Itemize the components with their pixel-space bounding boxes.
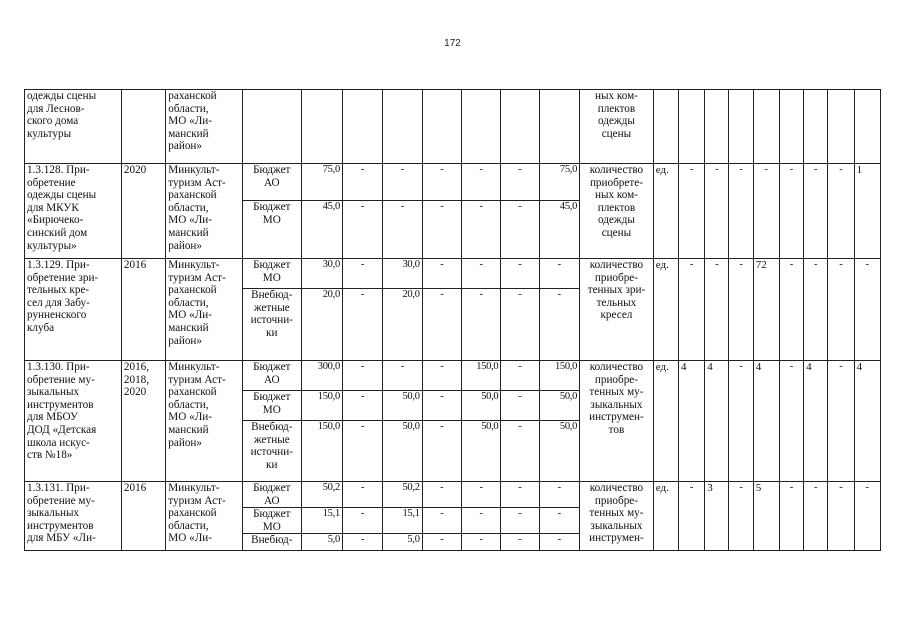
funding-source-cell: Бюджет МО [243,508,302,534]
year-amount-cell: - [462,164,501,201]
indicator-cell: количество приобрете- ных ком- плектов одежды сцены [580,164,654,259]
target-value-cell: - [729,164,753,259]
target-value-cell: - [729,361,753,482]
year-amount-cell: - [342,289,382,361]
unit-cell [653,90,678,164]
funding-source-cell: Внебюд- жетные источни- ки [243,289,302,361]
target-value-cell: - [753,164,779,259]
year-amount-cell: - [342,421,382,482]
total-amount-cell: 50,2 [301,482,342,508]
total-amount-cell: 15,1 [301,508,342,534]
total-amount-cell [301,90,342,164]
item-name-cell: 1.3.130. При- обретение му- зыкальных инструментов для МБОУ ДОД «Детская школа искус- ств №18» [25,361,122,482]
target-value-cell: 4 [679,361,705,482]
table-row [25,361,881,391]
target-value-cell: - [779,259,803,361]
executor-cell: Минкульт- туризм Аст- раханской области, МО «Ли- манский район» [166,259,243,361]
year-amount-cell [462,90,501,164]
executor-cell: Минкульт- туризм Аст- раханской области, МО «Ли- манский район» [166,361,243,482]
year-amount-cell: 50,0 [383,391,422,421]
executor-cell: раханской области, МО «Ли- манский район» [166,90,243,164]
year-amount-cell: 5,0 [383,534,422,551]
year-amount-cell: - [462,534,501,551]
unit-cell: ед. [653,482,678,551]
page-number: 172 [444,38,461,49]
year-amount-cell: - [501,421,539,482]
year-amount-cell: - [422,361,461,391]
year-amount-cell: - [422,164,461,201]
year-cell: 2016, 2018, 2020 [121,361,165,482]
year-amount-cell: 50,0 [383,421,422,482]
target-value-cell [729,90,753,164]
funding-source-cell: Бюджет АО [243,361,302,391]
target-value-cell: - [705,164,729,259]
indicator-cell: количество приобре- тенных му- зыкальных инструмен- [580,482,654,551]
year-amount-cell: - [422,482,461,508]
funding-source-cell: Бюджет АО [243,482,302,508]
target-value-cell: - [779,361,803,482]
target-value-cell [854,90,880,164]
total-amount-cell: 5,0 [301,534,342,551]
target-value-cell: - [804,482,828,551]
target-value-cell [804,90,828,164]
target-value-cell [705,90,729,164]
target-value-cell [753,90,779,164]
year-amount-cell: - [462,259,501,289]
target-value-cell: - [779,482,803,551]
year-amount-cell: - [501,482,539,508]
item-name-cell: 1.3.129. При- обретение зри- тельных кре- сел для Забу- рунненского клуба [25,259,122,361]
target-value-cell: 72 [753,259,779,361]
item-name-cell: одежды сцены для Леснов- ского дома культуры [25,90,122,164]
year-amount-cell: - [539,508,579,534]
year-amount-cell: - [342,391,382,421]
year-amount-cell: - [422,421,461,482]
funding-source-cell: Внебюд- жетные источни- ки [243,421,302,482]
funding-source-cell [243,90,302,164]
target-value-cell: 4 [753,361,779,482]
total-amount-cell: 45,0 [301,201,342,259]
year-amount-cell: - [342,361,382,391]
year-amount-cell: 50,0 [539,391,579,421]
year-amount-cell: - [501,391,539,421]
year-amount-cell: - [422,259,461,289]
year-amount-cell: 50,2 [383,482,422,508]
year-amount-cell: - [383,164,422,201]
year-amount-cell [342,90,382,164]
item-name-cell: 1.3.128. При- обретение одежды сцены для МКУК «Бирючеко- синский дом культуры» [25,164,122,259]
year-amount-cell: - [501,534,539,551]
year-amount-cell: 150,0 [539,361,579,391]
year-amount-cell: - [501,259,539,289]
year-amount-cell: - [383,201,422,259]
target-value-cell: 4 [804,361,828,482]
year-amount-cell: - [539,259,579,289]
year-amount-cell [383,90,422,164]
indicator-cell: количество приобре- тенных зри- тельных кресел [580,259,654,361]
unit-cell: ед. [653,164,678,259]
year-amount-cell: - [501,361,539,391]
total-amount-cell: 150,0 [301,391,342,421]
target-value-cell: - [729,482,753,551]
item-name-cell: 1.3.131. При- обретение му- зыкальных инструментов для МБУ «Ли- [25,482,122,551]
year-amount-cell: - [539,289,579,361]
table-row [25,259,881,289]
unit-cell: ед. [653,259,678,361]
year-amount-cell: 50,0 [462,391,501,421]
target-value-cell: - [804,259,828,361]
target-value-cell: - [804,164,828,259]
year-amount-cell: - [462,482,501,508]
target-value-cell: - [679,482,705,551]
target-value-cell: 1 [854,164,880,259]
year-cell: 2020 [121,164,165,259]
target-value-cell: - [779,164,803,259]
target-value-cell: - [729,259,753,361]
indicator-cell: количество приобре- тенных му- зыкальных инструмен- тов [580,361,654,482]
year-amount-cell: - [383,361,422,391]
year-amount-cell: - [422,508,461,534]
year-amount-cell: - [539,482,579,508]
table-row [25,482,881,508]
target-value-cell: - [705,259,729,361]
year-amount-cell: - [501,289,539,361]
year-amount-cell: - [422,201,461,259]
total-amount-cell: 30,0 [301,259,342,289]
funding-source-cell: Внебюд- [243,534,302,551]
year-amount-cell: - [422,289,461,361]
year-amount-cell: - [342,534,382,551]
target-value-cell [828,90,854,164]
year-amount-cell: 50,0 [539,421,579,482]
unit-cell: ед. [653,361,678,482]
target-value-cell: - [828,259,854,361]
year-amount-cell: - [462,289,501,361]
target-value-cell: 5 [753,482,779,551]
year-amount-cell [501,90,539,164]
year-amount-cell: 50,0 [462,421,501,482]
target-value-cell: - [828,164,854,259]
year-amount-cell: - [342,508,382,534]
year-amount-cell [422,90,461,164]
target-value-cell [779,90,803,164]
year-amount-cell: - [342,482,382,508]
year-amount-cell: - [501,201,539,259]
executor-cell: Минкульт- туризм Аст- раханской области, МО «Ли- [166,482,243,551]
budget-table [24,89,881,551]
year-amount-cell: - [462,508,501,534]
year-amount-cell: 30,0 [383,259,422,289]
year-amount-cell: - [501,164,539,201]
year-amount-cell: 15,1 [383,508,422,534]
funding-source-cell: Бюджет МО [243,201,302,259]
target-value-cell [679,90,705,164]
target-value-cell: - [828,482,854,551]
total-amount-cell: 20,0 [301,289,342,361]
total-amount-cell: 300,0 [301,361,342,391]
year-amount-cell: 150,0 [462,361,501,391]
funding-source-cell: Бюджет АО [243,164,302,201]
target-value-cell: 4 [854,361,880,482]
target-value-cell: - [679,259,705,361]
year-amount-cell: - [342,201,382,259]
indicator-cell: ных ком- плектов одежды сцены [580,90,654,164]
year-amount-cell: - [422,534,461,551]
year-amount-cell: 45,0 [539,201,579,259]
year-amount-cell: - [342,164,382,201]
target-value-cell: - [854,482,880,551]
year-amount-cell: - [422,391,461,421]
target-value-cell: 4 [705,361,729,482]
year-cell [121,90,165,164]
year-cell: 2016 [121,259,165,361]
year-amount-cell [539,90,579,164]
target-value-cell: - [854,259,880,361]
year-amount-cell: - [501,508,539,534]
target-value-cell: 3 [705,482,729,551]
year-amount-cell: - [462,201,501,259]
table-row [25,164,881,201]
total-amount-cell: 75,0 [301,164,342,201]
table-row [25,90,881,164]
year-amount-cell: 20,0 [383,289,422,361]
year-amount-cell: - [539,534,579,551]
year-amount-cell: 75,0 [539,164,579,201]
target-value-cell: - [828,361,854,482]
year-amount-cell: - [342,259,382,289]
funding-source-cell: Бюджет МО [243,391,302,421]
total-amount-cell: 150,0 [301,421,342,482]
target-value-cell: - [679,164,705,259]
funding-source-cell: Бюджет МО [243,259,302,289]
executor-cell: Минкульт- туризм Аст- раханской области, МО «Ли- манский район» [166,164,243,259]
year-cell: 2016 [121,482,165,551]
